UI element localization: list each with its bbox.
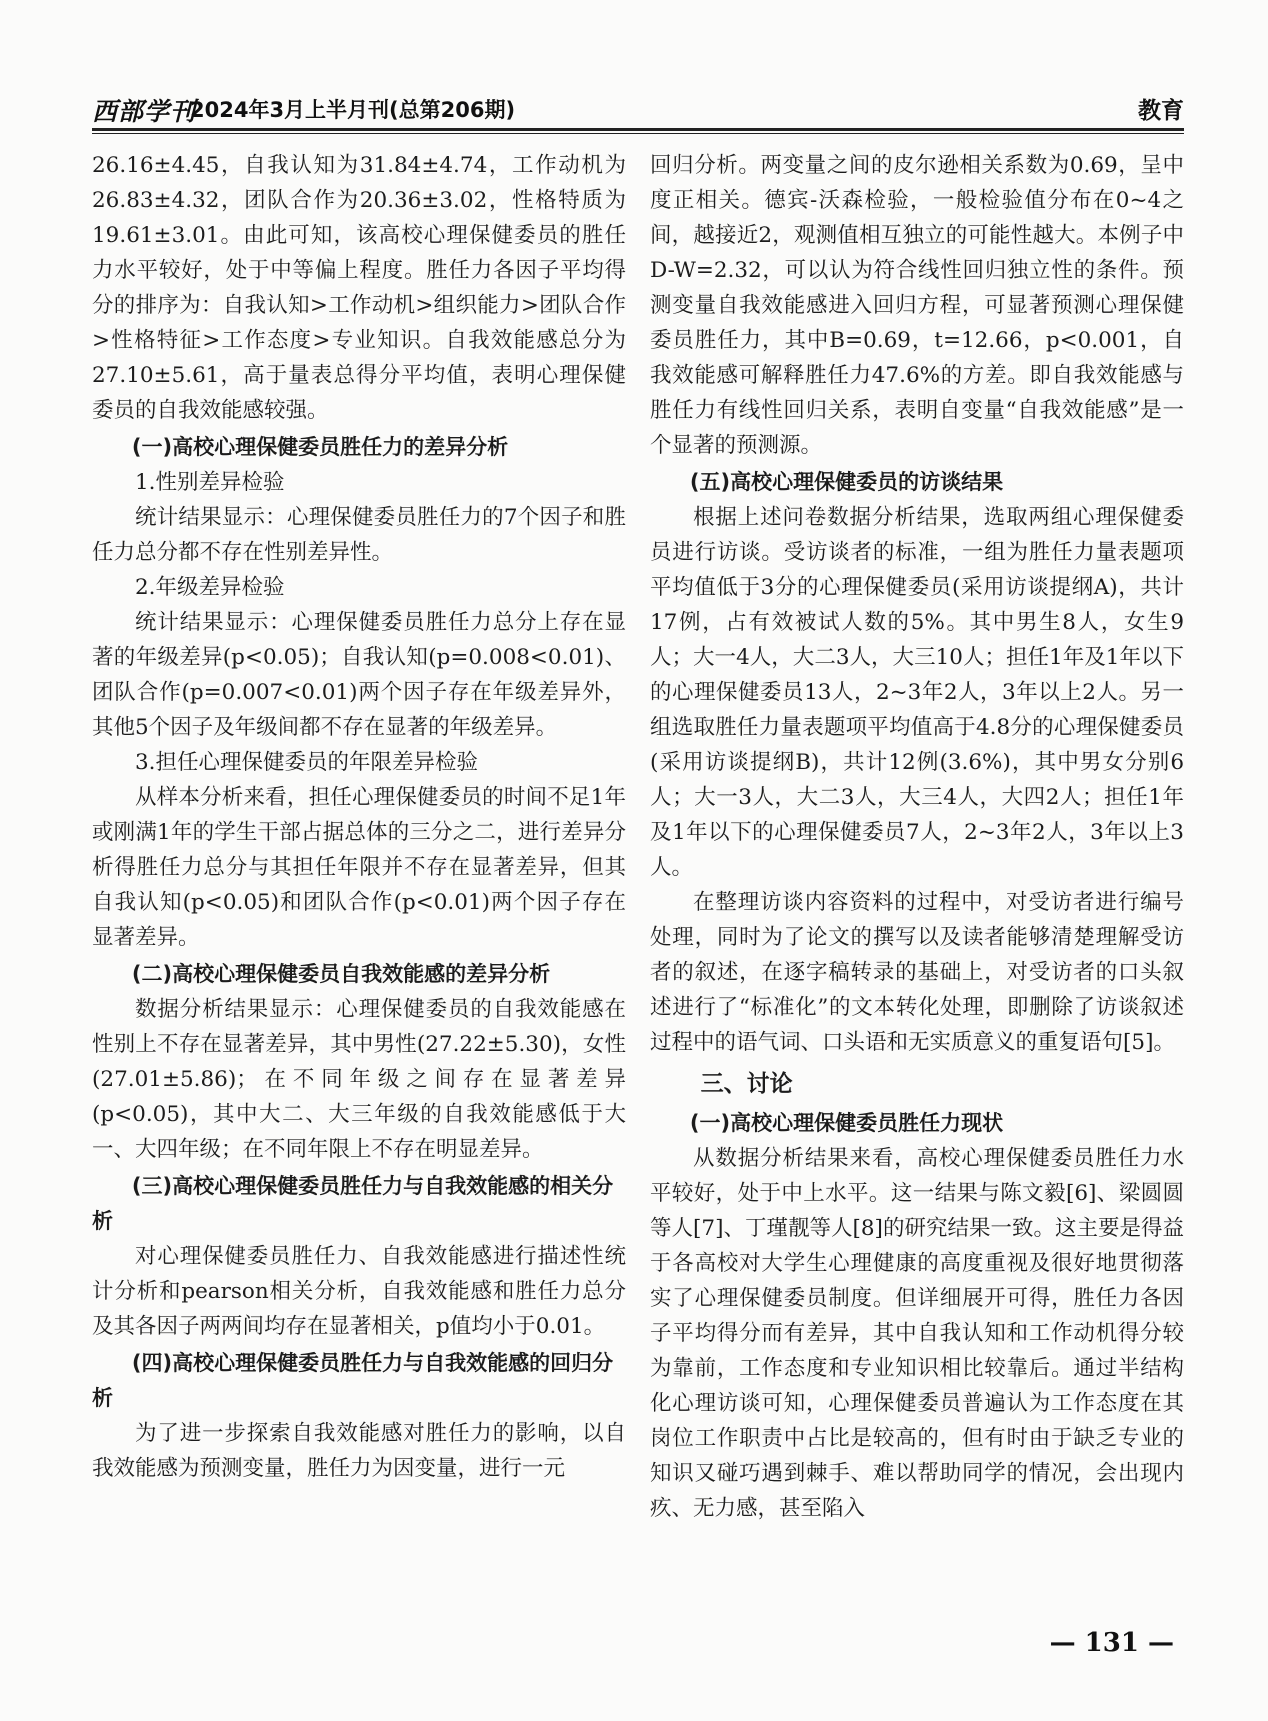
- header-rule: [92, 128, 1184, 134]
- paragraph: 从数据分析结果来看，高校心理保健委员胜任力水平较好，处于中上水平。这一结果与陈文毅[6]、梁圆圆等人[7]、丁瑾靓等人[8]的研究结果一致。这主要是得益于各高校对大学生心理健康的高度重视及很好地贯彻落实了心理保健委员制度。但详细展开可得，胜任力各因子平均得分而有差异，其中自我认知和工作动机得分较为靠前，工作态度和专业知识相比较靠后。通过半结构化心理访谈可知，心理保健委员普遍认为工作态度在其岗位工作职责中占比是较高的，但有时由于缺乏专业的知识又碰巧遇到棘手、难以帮助同学的情况，会出现内疚、无力感，甚至陷入: [650, 1146, 1184, 1521]
- paragraph: 统计结果显示：心理保健委员胜任力的7个因子和胜任力总分都不存在性别差异性。: [92, 505, 626, 565]
- section-heading: (一)高校心理保健委员胜任力现状: [689, 1111, 1004, 1135]
- subsection-heading: 2.年级差异检验: [135, 575, 285, 600]
- journal-issue: 2024年3月上半月刊(总第206期): [190, 98, 516, 122]
- subsection-heading: 3.担任心理保健委员的年限差异检验: [135, 750, 479, 775]
- paragraph: 为了进一步探索自我效能感对胜任力的影响，以自我效能感为预测变量，胜任力为因变量，进行一元: [92, 1421, 626, 1481]
- section-heading: (五)高校心理保健委员的访谈结果: [689, 470, 1004, 494]
- section-heading: (二)高校心理保健委员自我效能感的差异分析: [131, 962, 551, 986]
- paragraph: 根据上述问卷数据分析结果，选取两组心理保健委员进行访谈。受访谈者的标准，一组为胜任力量表题项平均值低于3分的心理保健委员(采用访谈提纲A)，共计17例，占有效被试人数的5%。其中男生8人，女生9人；大一4人，大二3人，大三10人；担任1年及1年以下的心理保健委员13人，2~3年2人，3年以上2人。另一组选取胜任力量表题项平均值高于4.8分的心理保健委员(采用访谈提纲B)，共计12例(3.6%)，其中男女分别6人；大一3人，大二3人，大三4人，大四2人；担任1年及1年以下的心理保健委员7人，2~3年2人，3年以上3人。: [650, 505, 1184, 880]
- section-heading: (四)高校心理保健委员胜任力与自我效能感的回归分析: [92, 1351, 614, 1410]
- section-tag: 教育: [1138, 98, 1184, 124]
- left-column: [92, 148, 626, 1608]
- paragraph: 26.16±4.45，自我认知为31.84±4.74，工作动机为26.83±4.32，团队合作为20.36±3.02，性格特质为19.61±3.01。由此可知，该高校心理保健委员的胜任力水平较好，处于中等偏上程度。胜任力各因子平均得分的排序为：自我认知>工作动机>组织能力>团队合作>性格特征>工作态度>专业知识。自我效能感总分为27.10±5.61，高于量表总得分平均值，表明心理保健委员的自我效能感较强。: [92, 153, 626, 423]
- right-column: [650, 148, 1184, 1608]
- section-heading: (三)高校心理保健委员胜任力与自我效能感的相关分析: [92, 1174, 614, 1233]
- paragraph: 在整理访谈内容资料的过程中，对受访者进行编号处理，同时为了论文的撰写以及读者能够清楚理解受访者的叙述，在逐字稿转录的基础上，对受访者的口头叙述进行了“标准化”的文本转化处理，即删除了访谈叙述过程中的语气词、口头语和无实质意义的重复语句[5]。: [650, 890, 1184, 1055]
- subsection-heading: 1.性别差异检验: [135, 470, 285, 495]
- paragraph: 从样本分析来看，担任心理保健委员的时间不足1年或刚满1年的学生干部占据总体的三分之二，进行差异分析得胜任力总分与其担任年限并不存在显著差异，但其自我认知(p<0.05)和团队合作(p<0.01)两个因子存在显著差异。: [92, 785, 626, 950]
- page-number: — 131 —: [1049, 1628, 1174, 1658]
- journal-logo: 西部学刊: [92, 97, 197, 126]
- running-header: [92, 86, 1184, 126]
- chapter-heading: 三、讨论: [700, 1071, 793, 1097]
- section-heading: (一)高校心理保健委员胜任力的差异分析: [131, 435, 509, 459]
- paragraph: 对心理保健委员胜任力、自我效能感进行描述性统计分析和pearson相关分析，自我效能感和胜任力总分及其各因子两两间均存在显著相关，p值均小于0.01。: [92, 1244, 626, 1339]
- paragraph: 回归分析。两变量之间的皮尔逊相关系数为0.69，呈中度正相关。德宾-沃森检验，一般检验值分布在0~4之间，越接近2，观测值相互独立的可能性越大。本例子中D-W=2.32，可以认为符合线性回归独立性的条件。预测变量自我效能感进入回归方程，可显著预测心理保健委员胜任力，其中B=0.69，t=12.66，p<0.001，自我效能感可解释胜任力47.6%的方差。即自我效能感与胜任力有线性回归关系，表明自变量“自我效能感”是一个显著的预测源。: [650, 153, 1184, 458]
- paragraph: 数据分析结果显示：心理保健委员的自我效能感在性别上不存在显著差异，其中男性(27.22±5.30)，女性(27.01±5.86)；在不同年级之间存在显著差异(p<0.05)，其中大二、大三年级的自我效能感低于大一、大四年级；在不同年限上不存在明显差异。: [92, 997, 626, 1162]
- paragraph: 统计结果显示：心理保健委员胜任力总分上存在显著的年级差异(p<0.05)；自我认知(p=0.008<0.01)、团队合作(p=0.007<0.01)两个因子存在年级差异外，其他5个因子及年级间都不存在显著的年级差异。: [92, 610, 626, 740]
